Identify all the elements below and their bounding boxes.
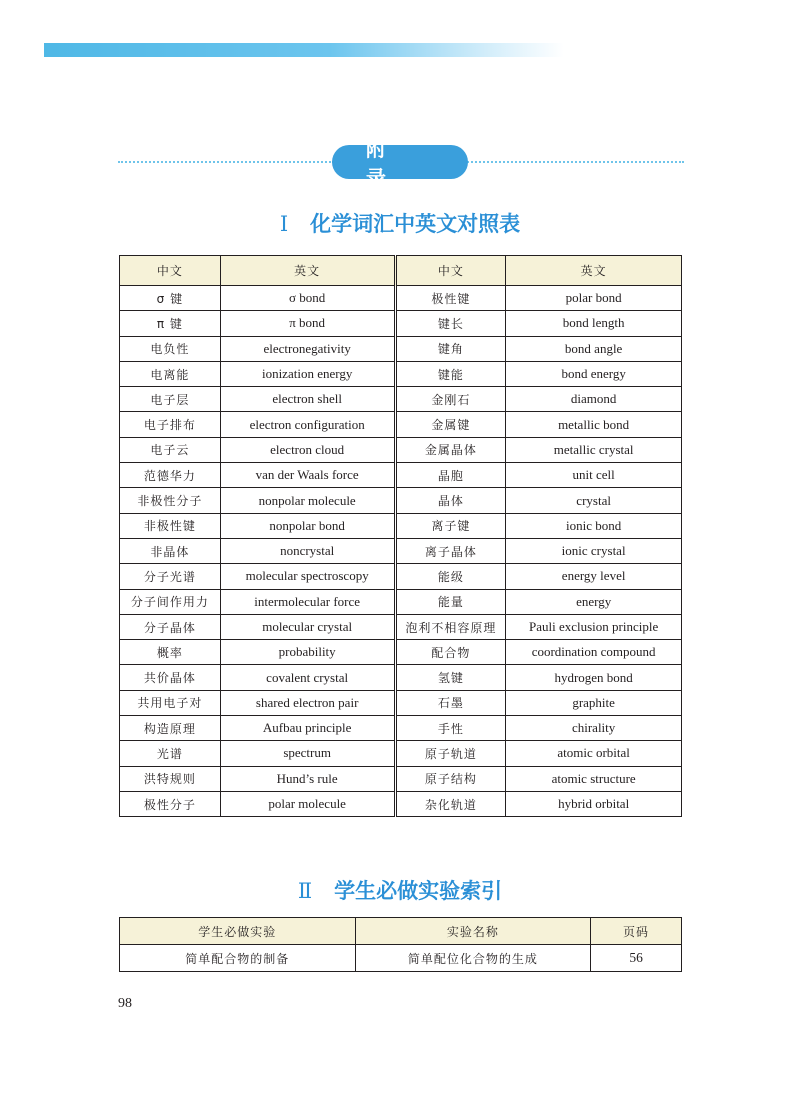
chinese-term-cell: 非极性键 bbox=[120, 513, 221, 538]
experiment-cell: 简单配合物的制备 bbox=[120, 945, 356, 972]
chinese-term-cell: 电负性 bbox=[120, 336, 221, 361]
english-term-cell: noncrystal bbox=[220, 538, 395, 563]
table-row bbox=[120, 488, 682, 513]
chinese-term-cell: 极性键 bbox=[395, 286, 506, 311]
chinese-term-cell: 分子光谱 bbox=[120, 564, 221, 589]
appendix-badge bbox=[332, 137, 468, 190]
table-row bbox=[120, 791, 682, 816]
english-term-cell: nonpolar bond bbox=[220, 513, 395, 538]
english-term-cell: electronegativity bbox=[220, 336, 395, 361]
english-term-cell: spectrum bbox=[220, 741, 395, 766]
vocabulary-table bbox=[119, 255, 682, 817]
section2-numeral: Ⅱ bbox=[297, 879, 313, 903]
english-term-cell: coordination compound bbox=[506, 640, 682, 665]
table-row bbox=[120, 286, 682, 311]
chinese-term-cell: 金属键 bbox=[395, 412, 506, 437]
table-row bbox=[120, 387, 682, 412]
chinese-term-cell: 电子云 bbox=[120, 437, 221, 462]
table-row bbox=[120, 716, 682, 741]
english-term-cell: ionic bond bbox=[506, 513, 682, 538]
chinese-term-cell: 石墨 bbox=[395, 690, 506, 715]
chinese-term-cell: π 键 bbox=[120, 311, 221, 336]
table-row bbox=[120, 361, 682, 386]
table-row bbox=[120, 336, 682, 361]
english-term-cell: polar molecule bbox=[220, 791, 395, 816]
table-row bbox=[120, 665, 682, 690]
chinese-term-cell: 键角 bbox=[395, 336, 506, 361]
english-term-cell: Hund’s rule bbox=[220, 766, 395, 791]
header-experiment-name: 实验名称 bbox=[355, 918, 591, 945]
english-term-cell: probability bbox=[220, 640, 395, 665]
english-term-cell: π bond bbox=[220, 311, 395, 336]
chinese-term-cell: 光谱 bbox=[120, 741, 221, 766]
table-row bbox=[120, 412, 682, 437]
chinese-term-cell: 电子层 bbox=[120, 387, 221, 412]
chinese-term-cell: 原子轨道 bbox=[395, 741, 506, 766]
chinese-term-cell: 金刚石 bbox=[395, 387, 506, 412]
table-row bbox=[120, 614, 682, 639]
table-row bbox=[120, 513, 682, 538]
english-term-cell: bond length bbox=[506, 311, 682, 336]
english-term-cell: bond energy bbox=[506, 361, 682, 386]
chinese-term-cell: σ 键 bbox=[120, 286, 221, 311]
header-english-1: 英文 bbox=[220, 256, 395, 286]
section1-heading bbox=[0, 208, 800, 238]
chinese-term-cell: 手性 bbox=[395, 716, 506, 741]
section1-numeral: Ⅰ bbox=[279, 212, 289, 236]
header-required-experiment: 学生必做实验 bbox=[120, 918, 356, 945]
chinese-term-cell: 分子晶体 bbox=[120, 614, 221, 639]
chinese-term-cell: 配合物 bbox=[395, 640, 506, 665]
chinese-term-cell: 键长 bbox=[395, 311, 506, 336]
chinese-term-cell: 非极性分子 bbox=[120, 488, 221, 513]
chinese-term-cell: 离子晶体 bbox=[395, 538, 506, 563]
english-term-cell: Pauli exclusion principle bbox=[506, 614, 682, 639]
chinese-term-cell: 晶胞 bbox=[395, 463, 506, 488]
section1-title: 化学词汇中英文对照表 bbox=[310, 212, 521, 236]
section2-title: 学生必做实验索引 bbox=[334, 879, 503, 903]
chinese-term-cell: 共价晶体 bbox=[120, 665, 221, 690]
chinese-term-cell: 构造原理 bbox=[120, 716, 221, 741]
chinese-term-cell: 洪特规则 bbox=[120, 766, 221, 791]
table-row bbox=[120, 741, 682, 766]
chinese-term-cell: 范德华力 bbox=[120, 463, 221, 488]
english-term-cell: electron configuration bbox=[220, 412, 395, 437]
english-term-cell: atomic orbital bbox=[506, 741, 682, 766]
english-term-cell: covalent crystal bbox=[220, 665, 395, 690]
english-term-cell: atomic structure bbox=[506, 766, 682, 791]
english-term-cell: diamond bbox=[506, 387, 682, 412]
english-term-cell: shared electron pair bbox=[220, 690, 395, 715]
english-term-cell: intermolecular force bbox=[220, 589, 395, 614]
chinese-term-cell: 原子结构 bbox=[395, 766, 506, 791]
chinese-term-cell: 能级 bbox=[395, 564, 506, 589]
header-chinese-2: 中文 bbox=[395, 256, 506, 286]
english-term-cell: unit cell bbox=[506, 463, 682, 488]
english-term-cell: metallic crystal bbox=[506, 437, 682, 462]
chinese-term-cell: 能量 bbox=[395, 589, 506, 614]
experiment-name-cell: 简单配位化合物的生成 bbox=[355, 945, 591, 972]
dotted-divider-right bbox=[464, 161, 684, 163]
vocabulary-header-row bbox=[120, 256, 682, 286]
english-term-cell: electron cloud bbox=[220, 437, 395, 462]
table-row bbox=[120, 463, 682, 488]
header-english-2: 英文 bbox=[506, 256, 682, 286]
english-term-cell: ionic crystal bbox=[506, 538, 682, 563]
chinese-term-cell: 电离能 bbox=[120, 361, 221, 386]
table-row bbox=[120, 945, 682, 972]
english-term-cell: σ bond bbox=[220, 286, 395, 311]
chinese-term-cell: 金属晶体 bbox=[395, 437, 506, 462]
table-row bbox=[120, 589, 682, 614]
chinese-term-cell: 杂化轨道 bbox=[395, 791, 506, 816]
english-term-cell: graphite bbox=[506, 690, 682, 715]
table-row bbox=[120, 437, 682, 462]
chinese-term-cell: 键能 bbox=[395, 361, 506, 386]
experiment-header-row bbox=[120, 918, 682, 945]
english-term-cell: ionization energy bbox=[220, 361, 395, 386]
english-term-cell: hybrid orbital bbox=[506, 791, 682, 816]
appendix-label: 附录 bbox=[366, 137, 420, 190]
english-term-cell: molecular crystal bbox=[220, 614, 395, 639]
english-term-cell: energy level bbox=[506, 564, 682, 589]
experiment-index-table bbox=[119, 917, 682, 972]
english-term-cell: energy bbox=[506, 589, 682, 614]
english-term-cell: van der Waals force bbox=[220, 463, 395, 488]
chinese-term-cell: 非晶体 bbox=[120, 538, 221, 563]
page-number-cell: 56 bbox=[591, 945, 682, 972]
chinese-term-cell: 共用电子对 bbox=[120, 690, 221, 715]
chinese-term-cell: 分子间作用力 bbox=[120, 589, 221, 614]
chinese-term-cell: 极性分子 bbox=[120, 791, 221, 816]
table-row bbox=[120, 766, 682, 791]
section2-heading bbox=[0, 875, 800, 905]
chinese-term-cell: 概率 bbox=[120, 640, 221, 665]
dotted-divider-left bbox=[118, 161, 334, 163]
chinese-term-cell: 氢键 bbox=[395, 665, 506, 690]
english-term-cell: electron shell bbox=[220, 387, 395, 412]
table-row bbox=[120, 690, 682, 715]
table-row bbox=[120, 538, 682, 563]
table-row bbox=[120, 311, 682, 336]
english-term-cell: hydrogen bond bbox=[506, 665, 682, 690]
english-term-cell: polar bond bbox=[506, 286, 682, 311]
english-term-cell: nonpolar molecule bbox=[220, 488, 395, 513]
top-decorative-bar bbox=[44, 43, 564, 57]
english-term-cell: Aufbau principle bbox=[220, 716, 395, 741]
header-page: 页码 bbox=[591, 918, 682, 945]
chinese-term-cell: 晶体 bbox=[395, 488, 506, 513]
table-row bbox=[120, 640, 682, 665]
english-term-cell: chirality bbox=[506, 716, 682, 741]
english-term-cell: bond angle bbox=[506, 336, 682, 361]
english-term-cell: metallic bond bbox=[506, 412, 682, 437]
chinese-term-cell: 离子键 bbox=[395, 513, 506, 538]
table-row bbox=[120, 564, 682, 589]
page-number: 98 bbox=[118, 996, 132, 1011]
header-chinese-1: 中文 bbox=[120, 256, 221, 286]
chinese-term-cell: 泡利不相容原理 bbox=[395, 614, 506, 639]
english-term-cell: molecular spectroscopy bbox=[220, 564, 395, 589]
english-term-cell: crystal bbox=[506, 488, 682, 513]
chinese-term-cell: 电子排布 bbox=[120, 412, 221, 437]
